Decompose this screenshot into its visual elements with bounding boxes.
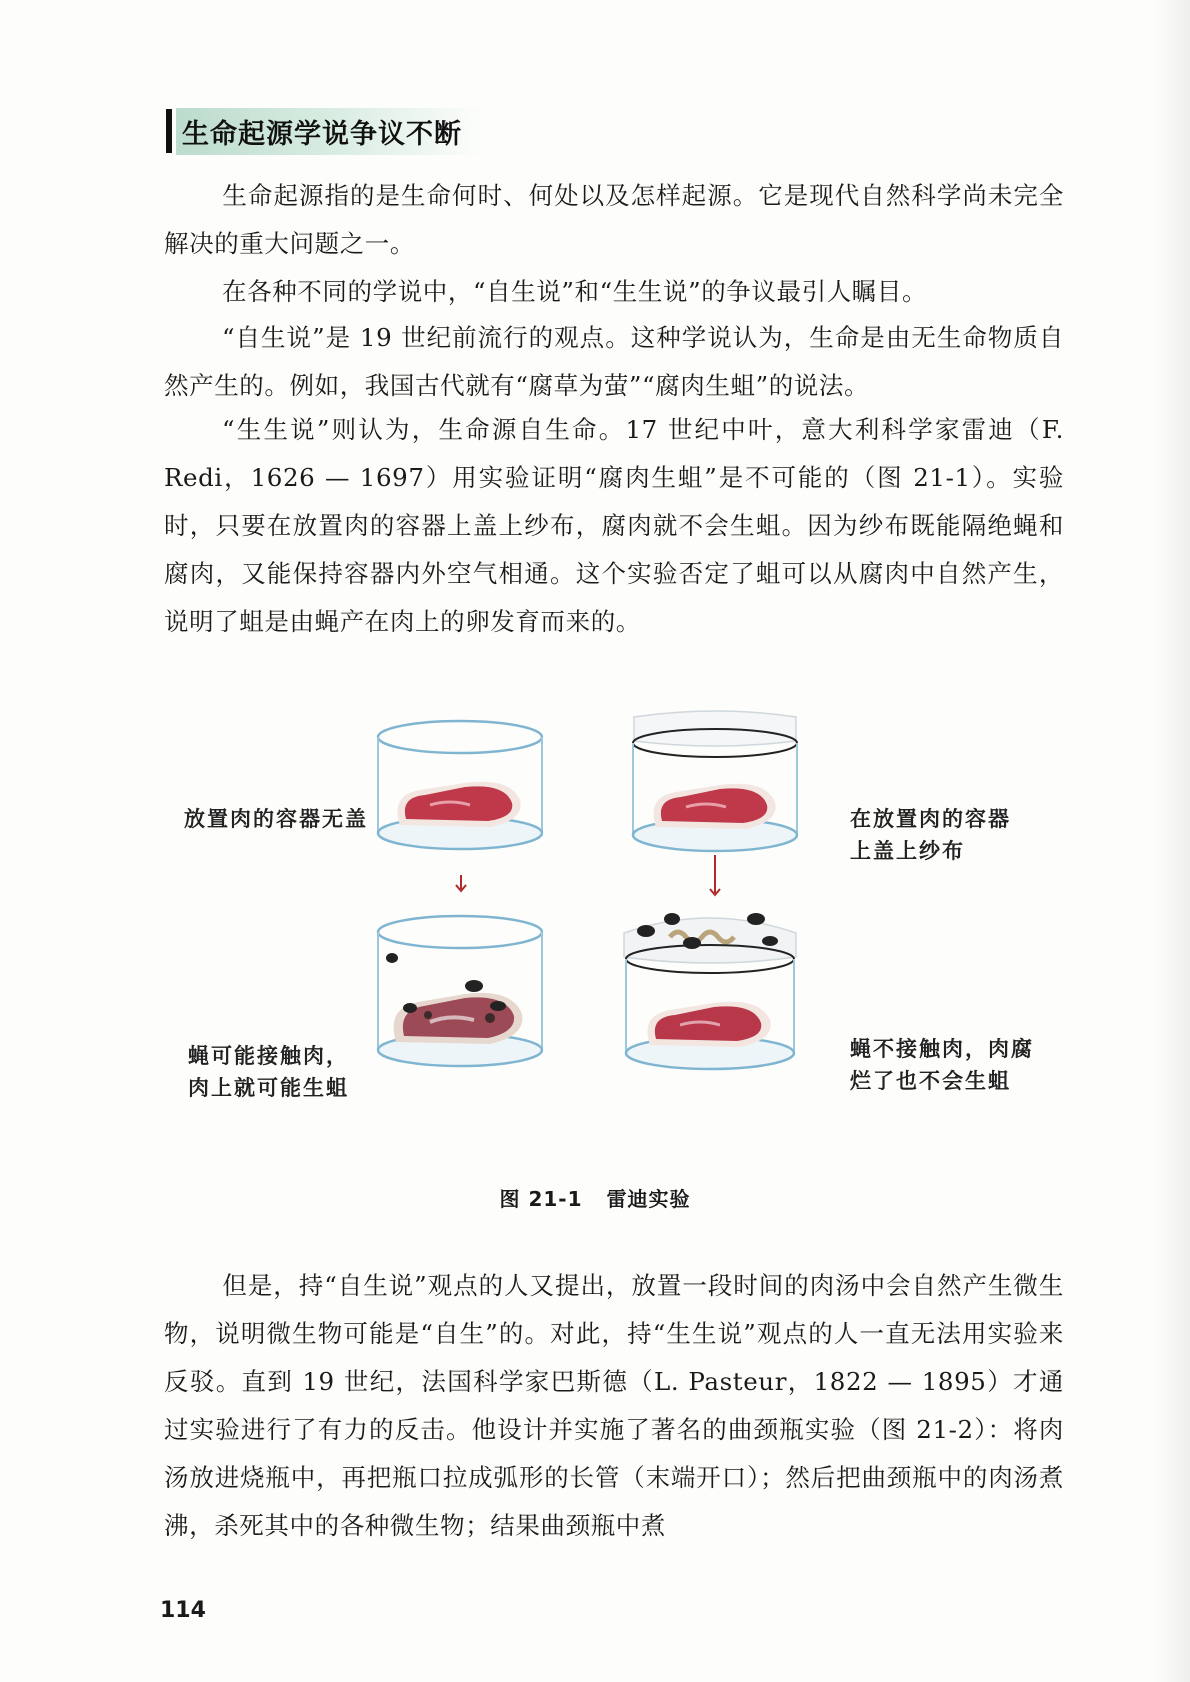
flies-on-meat-jar-image bbox=[370, 910, 550, 1080]
paragraph-2 bbox=[164, 268, 1064, 316]
section-title: 生命起源学说争议不断 bbox=[176, 108, 484, 155]
figure-caption-title: 雷迪实验 bbox=[606, 1187, 691, 1211]
paragraph-1-text: 生命起源指的是生命何时、何处以及怎样起源。它是现代自然科学尚未完全解决的重大问题之一。 bbox=[164, 181, 1064, 258]
label-gauze-line2: 上盖上纱布 bbox=[850, 838, 965, 863]
paragraph-5 bbox=[164, 1262, 1064, 1550]
paragraph-3-text: “自生说”是 19 世纪前流行的观点。这种学说认为，生命是由无生命物质自然产生的。例如，我国古代就有“腐草为萤”“腐肉生蛆”的说法。 bbox=[164, 323, 1064, 400]
figure-caption bbox=[0, 1183, 1190, 1212]
open-jar-image bbox=[370, 715, 550, 865]
label-flies-touch-line2: 肉上就可能生蛆 bbox=[188, 1075, 349, 1100]
paragraph-2-text: 在各种不同的学说中，“自生说”和“生生说”的争议最引人瞩目。 bbox=[222, 277, 928, 306]
gauze-flies-outside-jar-image bbox=[610, 903, 810, 1088]
section-heading bbox=[166, 108, 484, 154]
label-flies-no-contact bbox=[850, 1033, 1034, 1097]
label-flies-touch-meat bbox=[188, 1040, 349, 1104]
label-no-contact-line1: 蝇不接触肉，肉腐 bbox=[850, 1036, 1034, 1061]
gauze-jar-image bbox=[620, 707, 810, 872]
arrow-down-left-icon bbox=[454, 875, 468, 895]
paragraph-4 bbox=[164, 406, 1064, 646]
paragraph-1 bbox=[164, 172, 1064, 268]
figure-caption-number: 图 21-1 bbox=[499, 1187, 583, 1211]
heading-marker-bar bbox=[166, 109, 172, 153]
label-gauze-container bbox=[850, 803, 1011, 867]
label-gauze-line1: 在放置肉的容器 bbox=[850, 806, 1011, 831]
paragraph-3 bbox=[164, 314, 1064, 410]
label-no-contact-line2: 烂了也不会生蛆 bbox=[850, 1068, 1011, 1093]
arrow-down-right-icon bbox=[708, 855, 722, 899]
binding-shadow bbox=[1154, 0, 1190, 1682]
page-number: 114 bbox=[160, 1598, 206, 1623]
paragraph-4-text: “生生说”则认为，生命源自生命。17 世纪中叶，意大利科学家雷迪（F. Redi，1626 — 1697）用实验证明“腐肉生蛆”是不可能的（图 21-1）。实验时，只要在放置肉的容器上盖上纱布，腐肉就不会生蛆。因为纱布既能隔绝蝇和腐肉，又能保持容器内外空气相通。这个实验否定了蛆可以从腐肉中自然产生，说明了蛆是由蝇产在肉上的卵发育而来的。 bbox=[164, 415, 1064, 636]
paragraph-5-text: 但是，持“自生说”观点的人又提出，放置一段时间的肉汤中会自然产生微生物，说明微生物可能是“自生”的。对此，持“生生说”观点的人一直无法用实验来反驳。直到 19 世纪，法国科学家巴斯德（L. Pasteur，1822 — 1895）才通过实验进行了有力的反击。他设计并实施了著名的曲颈瓶实验（图 21-2）：将肉汤放进烧瓶中，再把瓶口拉成弧形的长管（末端开口）；然后把曲颈瓶中的肉汤煮沸，杀死其中的各种微生物；结果曲颈瓶中煮 bbox=[164, 1271, 1064, 1540]
redi-experiment-figure bbox=[170, 715, 1050, 1215]
label-open-container: 放置肉的容器无盖 bbox=[184, 806, 368, 831]
label-flies-touch-line1: 蝇可能接触肉， bbox=[188, 1043, 349, 1068]
